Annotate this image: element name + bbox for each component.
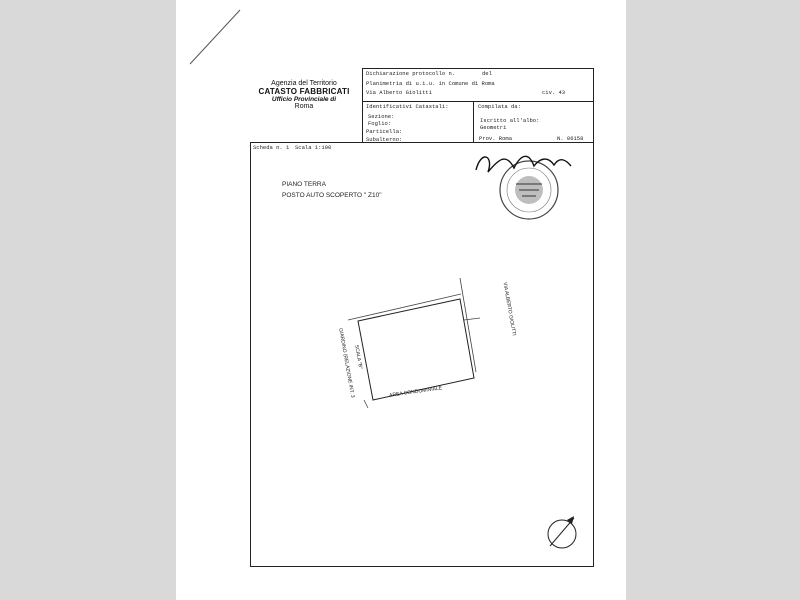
sheet-scale: Scala 1:100 [295, 144, 332, 151]
parking-space-outline [358, 299, 474, 400]
boundary-corner [364, 400, 368, 408]
province-value: Prov. Roma [479, 135, 513, 142]
area-label: AREA CONDOMINIALE [388, 385, 443, 399]
garden-label: GIARDINO (RELAZIONE INT. 3 [337, 327, 356, 399]
registered-label: Iscritto all'albo: [480, 117, 540, 124]
protocol-label: Dichiarazione protocollo n. [366, 70, 456, 77]
subalterno-label: Subalterno: [366, 136, 403, 143]
boundary-top [348, 294, 461, 320]
identifiers-title: Identificativi Catastali: [366, 103, 449, 110]
register-number: N. 06158 [557, 135, 584, 142]
document-page [176, 0, 626, 600]
plan-drawing [176, 0, 626, 600]
street-label: VIA ALBERTO GIOLITTI [501, 281, 517, 337]
protocol-date-label: del [482, 70, 492, 77]
compiler-title: Compilata da: [478, 103, 521, 110]
signature [476, 156, 571, 172]
pen-mark [190, 10, 240, 64]
office-label: Ufficio Provinciale di [271, 96, 337, 103]
sheet-number: Scheda n. 1 [253, 144, 290, 151]
notary-seal [500, 161, 558, 219]
civic-number: civ. 43 [542, 89, 566, 96]
parking-label: POSTO AUTO SCOPERTO " Z10" [282, 192, 382, 199]
planimetry-text: Planimetria di u.i.u. in Comune di Roma [366, 80, 495, 87]
catasto-title: CATASTO FABBRICATI [258, 87, 350, 96]
sezione-label: Sezione: [368, 113, 395, 120]
address-text: Via Alberto Giolitti [366, 89, 433, 96]
floor-label: PIANO TERRA [282, 181, 326, 188]
office-city: Roma [294, 103, 314, 110]
boundary-street [460, 278, 476, 372]
agency-name: Agenzia del Territorio [271, 80, 337, 87]
stair-label: SCALA "B" [353, 344, 364, 370]
particella-label: Particella: [366, 128, 403, 135]
foglio-label: Foglio: [368, 120, 392, 127]
profession-value: Geometri [480, 124, 507, 131]
north-arrow-head [567, 516, 574, 524]
boundary-tick [464, 318, 480, 320]
